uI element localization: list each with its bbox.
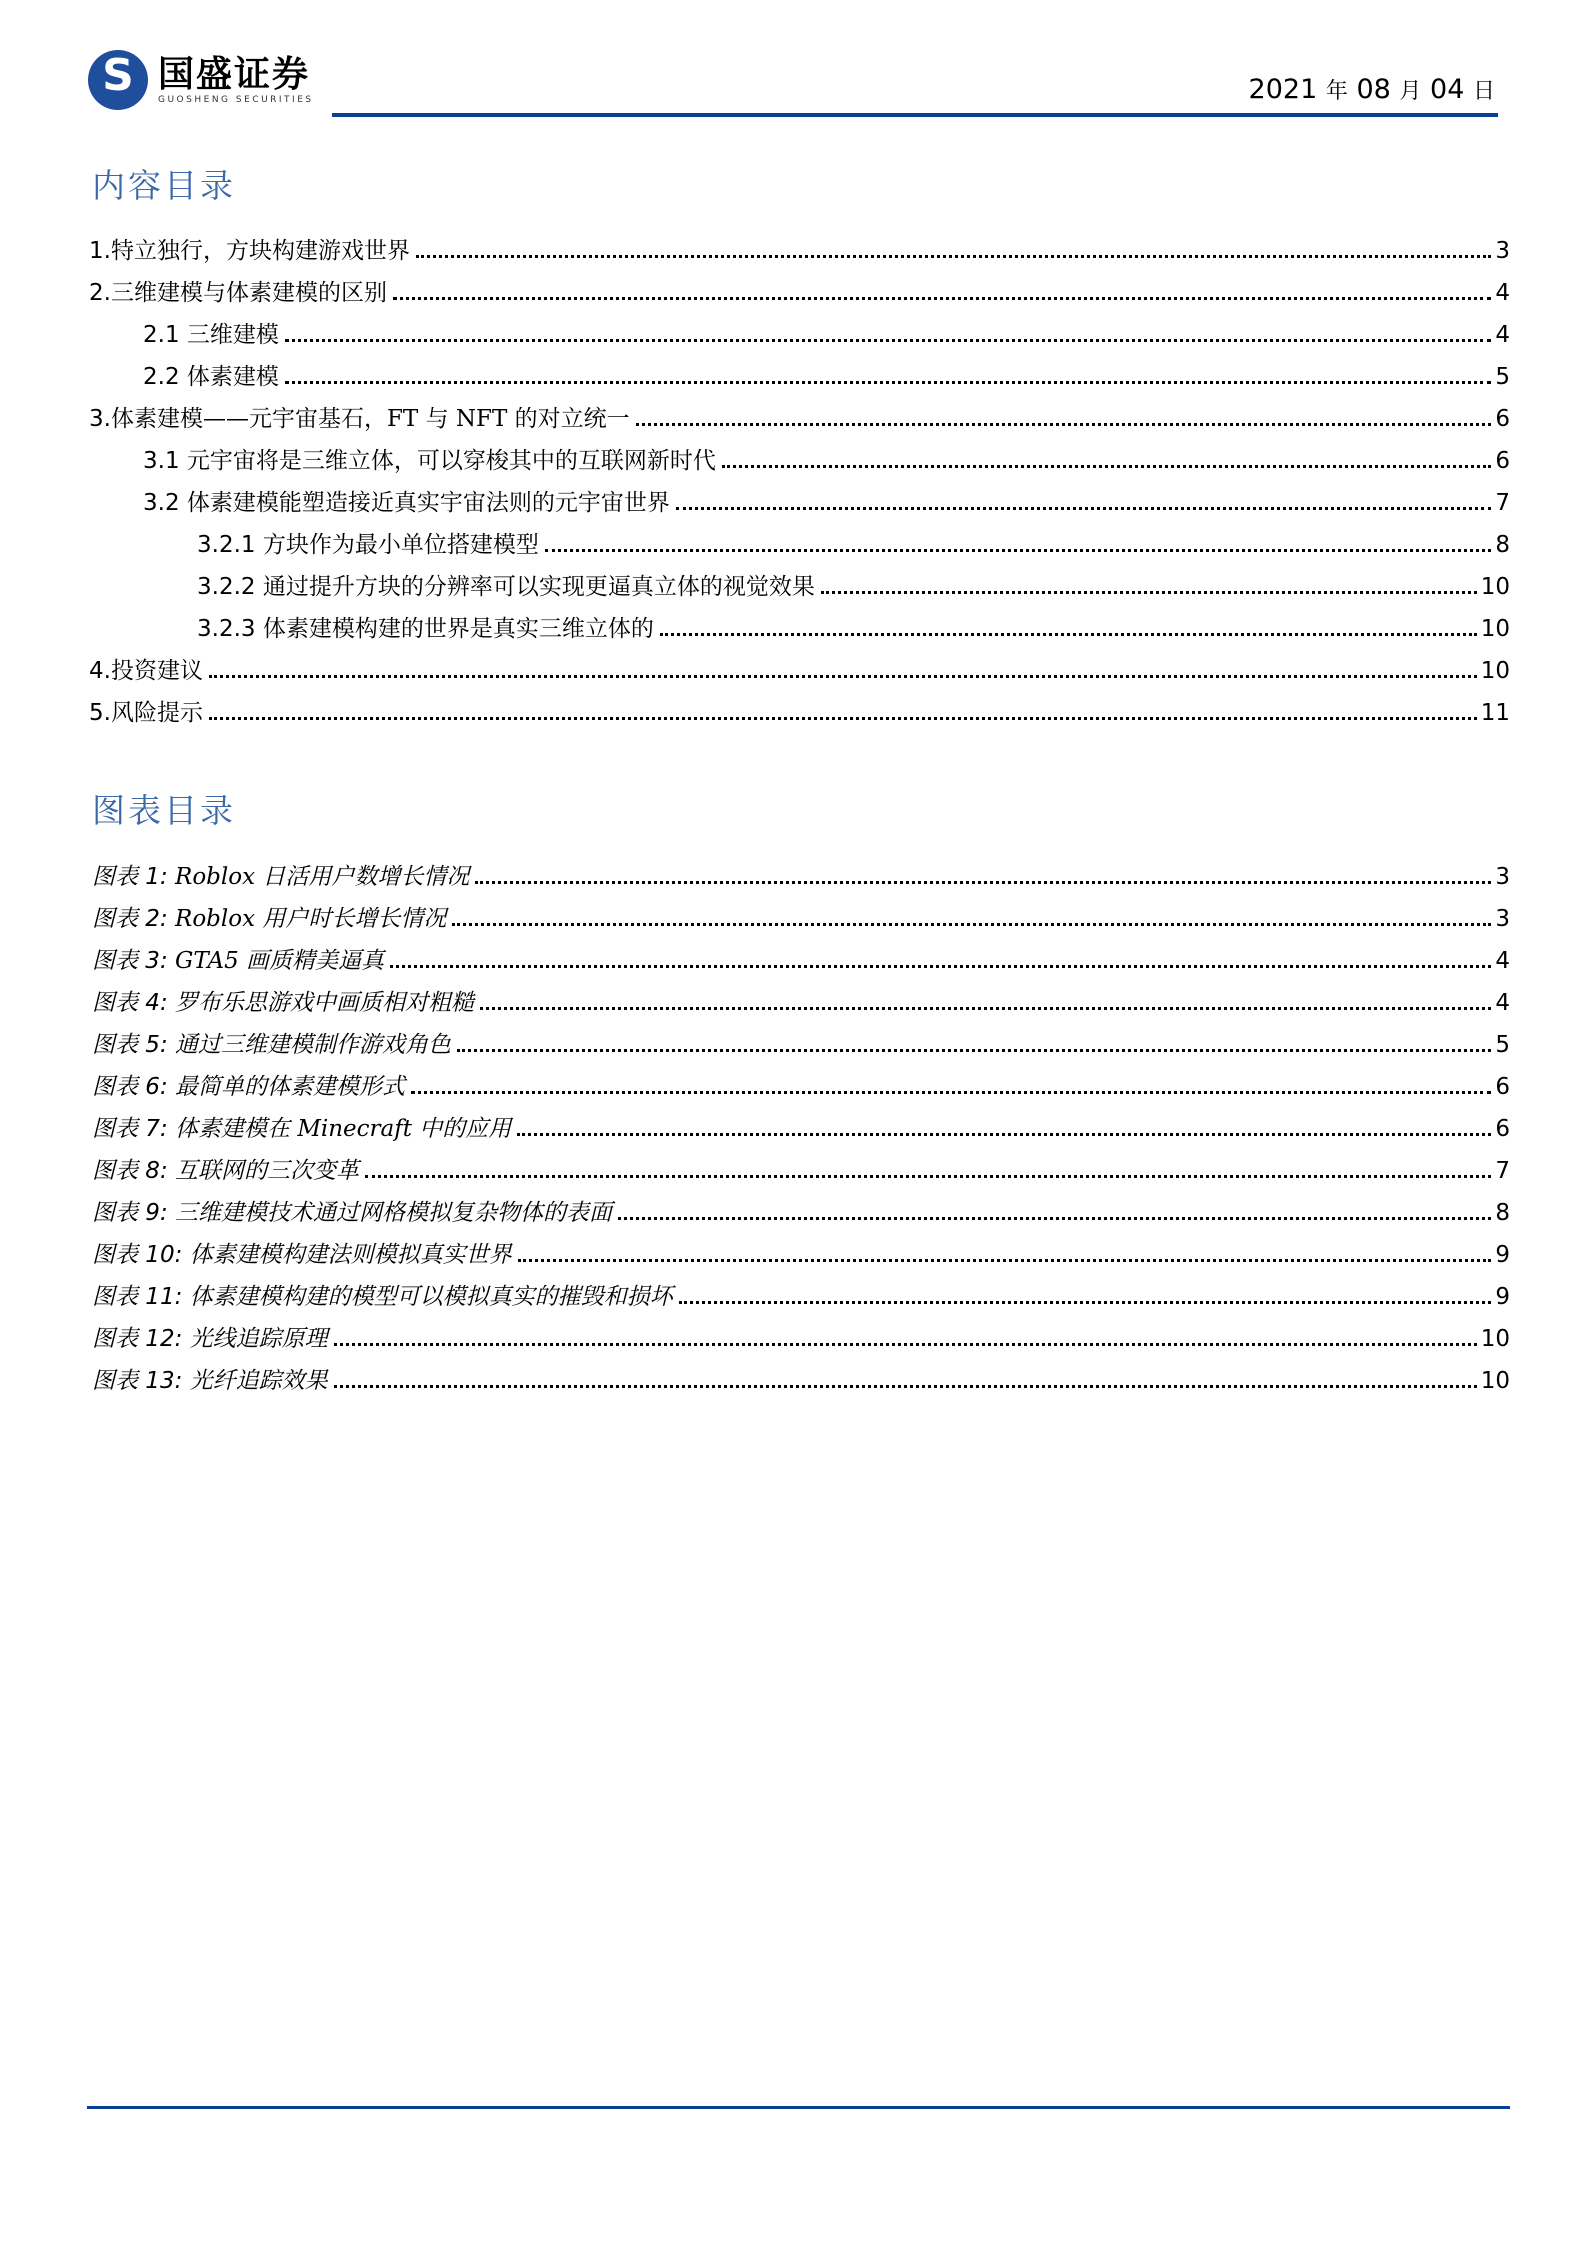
figure-entry[interactable]: [92, 1236, 1510, 1268]
toc-entry-level-2[interactable]: [143, 316, 1510, 348]
entry-text: 风险提示: [110, 700, 203, 726]
entry-title: [92, 1278, 673, 1311]
entry-page: 6: [1495, 406, 1510, 432]
toc-entry-level-1[interactable]: [89, 232, 1510, 264]
entry-text: 通过提升方块的分辨率可以实现更逼真立体的视觉效果: [262, 574, 815, 600]
entry-page: 6: [1495, 448, 1510, 474]
leader-dots: [475, 881, 1491, 884]
entry-number: 2.: [89, 280, 111, 306]
toc-entry-level-1[interactable]: [89, 274, 1510, 306]
entry-page: 5: [1495, 364, 1510, 390]
logo-name-cn: 国盛证券: [158, 54, 311, 95]
report-date: [1249, 74, 1495, 105]
entry-page: 3: [1495, 238, 1510, 264]
entry-text: 体素建模: [186, 364, 279, 390]
leader-dots: [365, 1175, 1491, 1178]
entry-page: 7: [1495, 490, 1510, 516]
entry-text: 体素建模构建法则模拟真实世界: [189, 1242, 512, 1268]
entry-number: 图表 12:: [92, 1326, 190, 1352]
entry-page: 4: [1495, 322, 1510, 348]
entry-number: 3.2.3: [197, 616, 263, 642]
entry-page: 4: [1495, 948, 1510, 974]
leader-dots: [518, 1259, 1492, 1262]
leader-dots: [545, 549, 1492, 552]
entry-text: GTA5 画质精美逼真: [175, 948, 385, 974]
date-day: 04: [1430, 74, 1465, 105]
entry-number: 图表 13:: [92, 1368, 190, 1394]
entry-page: 9: [1495, 1242, 1510, 1268]
entry-number: 3.2.2: [197, 574, 263, 600]
leader-dots: [660, 633, 1477, 636]
figure-entry[interactable]: [92, 1026, 1510, 1058]
entry-number: 2.1: [143, 322, 187, 348]
entry-title: [143, 316, 279, 349]
entry-text: 体素建模能塑造接近真实宇宙法则的元宇宙世界: [186, 490, 670, 516]
toc-title: 内容目录: [92, 166, 236, 205]
entry-page: 9: [1495, 1284, 1510, 1310]
entry-title: [197, 526, 539, 559]
header-divider: [332, 113, 1498, 117]
entry-page: 4: [1495, 990, 1510, 1016]
entry-number: 4.: [89, 658, 111, 684]
entry-title: [92, 858, 469, 891]
entry-title: [143, 358, 279, 391]
guosheng-logo: [88, 50, 314, 110]
entry-title: [92, 1110, 511, 1143]
leader-dots: [722, 465, 1491, 468]
leader-dots: [676, 507, 1491, 510]
leader-dots: [457, 1049, 1491, 1052]
entry-number: 5.: [89, 700, 111, 726]
entry-number: 图表 3:: [92, 948, 176, 974]
leader-dots: [285, 339, 1491, 342]
figure-entry[interactable]: [92, 900, 1510, 932]
entry-page: 5: [1495, 1032, 1510, 1058]
figure-entry[interactable]: [92, 1068, 1510, 1100]
toc-entry-level-1[interactable]: [89, 400, 1510, 432]
entry-title: [92, 1068, 405, 1101]
date-month-unit: 月: [1399, 79, 1422, 104]
entry-text: 三维建模与体素建模的区别: [110, 280, 387, 306]
entry-title: [92, 942, 384, 975]
entry-text: 方块作为最小单位搭建模型: [262, 532, 539, 558]
figure-entry[interactable]: [92, 1320, 1510, 1352]
entry-number: 图表 11:: [92, 1284, 190, 1310]
entry-number: 3.2: [143, 490, 187, 516]
entry-text: Roblox 日活用户数增长情况: [175, 864, 470, 890]
entry-title: [92, 1320, 328, 1353]
entry-page: 10: [1480, 1368, 1510, 1394]
entry-title: [92, 1194, 612, 1227]
leader-dots: [618, 1217, 1491, 1220]
entry-page: 10: [1480, 616, 1510, 642]
entry-number: 2.2: [143, 364, 187, 390]
entry-number: 1.: [89, 238, 111, 264]
entry-number: 图表 1:: [92, 864, 176, 890]
entry-page: 6: [1495, 1074, 1510, 1100]
entry-text: 体素建模在 Minecraft 中的应用: [175, 1116, 512, 1142]
entry-page: 4: [1495, 280, 1510, 306]
entry-text: 元宇宙将是三维立体，可以穿梭其中的互联网新时代: [186, 448, 716, 474]
entry-text: 体素建模——元宇宙基石，FT 与 NFT 的对立统一: [110, 406, 630, 432]
leader-dots: [636, 423, 1492, 426]
figure-entry[interactable]: [92, 942, 1510, 974]
leader-dots: [393, 297, 1491, 300]
toc-entry-level-2[interactable]: [143, 358, 1510, 390]
entry-page: 10: [1480, 1326, 1510, 1352]
entry-title: [92, 1026, 451, 1059]
figure-entry[interactable]: [92, 1194, 1510, 1226]
entry-page: 3: [1495, 864, 1510, 890]
leader-dots: [416, 255, 1491, 258]
entry-title: [92, 1152, 359, 1185]
figure-entry[interactable]: [92, 984, 1510, 1016]
entry-page: 6: [1495, 1116, 1510, 1142]
entry-text: 最简单的体素建模形式: [175, 1074, 406, 1100]
entry-title: [92, 984, 474, 1017]
entry-number: 3.2.1: [197, 532, 263, 558]
leader-dots: [390, 965, 1491, 968]
entry-text: 罗布乐思游戏中画质相对粗糙: [175, 990, 475, 1016]
leader-dots: [679, 1301, 1492, 1304]
entry-number: 3.1: [143, 448, 187, 474]
entry-number: 图表 10:: [92, 1242, 190, 1268]
figure-entry[interactable]: [92, 1278, 1510, 1310]
entry-text: 体素建模构建的世界是真实三维立体的: [262, 616, 654, 642]
entry-number: 图表 8:: [92, 1158, 176, 1184]
entry-number: 图表 7:: [92, 1116, 176, 1142]
figure-list-title: 图表目录: [92, 791, 236, 830]
date-month: 08: [1356, 74, 1391, 105]
entry-number: 图表 2:: [92, 906, 176, 932]
leader-dots: [411, 1091, 1491, 1094]
date-year-unit: 年: [1325, 79, 1348, 104]
figure-entry[interactable]: [92, 1362, 1510, 1394]
entry-text: 光线追踪原理: [189, 1326, 328, 1352]
leader-dots: [452, 923, 1491, 926]
entry-title: [143, 484, 670, 517]
entry-text: 通过三维建模制作游戏角色: [175, 1032, 452, 1058]
figure-entry[interactable]: [92, 1110, 1510, 1142]
entry-title: [92, 900, 446, 933]
entry-title: [92, 1362, 328, 1395]
leader-dots: [334, 1385, 1477, 1388]
entry-title: [89, 232, 410, 265]
toc-entry-level-3[interactable]: [197, 610, 1510, 642]
toc-entry-level-1[interactable]: [89, 652, 1510, 684]
entry-title: [89, 274, 387, 307]
date-year: 2021: [1248, 74, 1318, 105]
entry-title: [89, 694, 203, 727]
entry-text: 体素建模构建的模型可以模拟真实的摧毁和损坏: [189, 1284, 673, 1310]
entry-title: [92, 1236, 512, 1269]
toc-entry-level-3[interactable]: [197, 526, 1510, 558]
entry-text: 光纤追踪效果: [189, 1368, 328, 1394]
entry-title: [89, 652, 203, 685]
entry-title: [89, 400, 630, 433]
leader-dots: [334, 1343, 1477, 1346]
figure-entry[interactable]: [92, 858, 1510, 890]
entry-number: 图表 5:: [92, 1032, 176, 1058]
entry-title: [197, 568, 815, 601]
entry-text: 投资建议: [110, 658, 203, 684]
toc-entry-level-1[interactable]: [89, 694, 1510, 726]
leader-dots: [285, 381, 1491, 384]
entry-text: 特立独行，方块构建游戏世界: [110, 238, 410, 264]
entry-page: 10: [1480, 574, 1510, 600]
entry-text: 三维建模技术通过网格模拟复杂物体的表面: [175, 1200, 613, 1226]
date-day-unit: 日: [1472, 79, 1495, 104]
entry-number: 3.: [89, 406, 111, 432]
toc-entry-level-2[interactable]: [143, 484, 1510, 516]
entry-page: 11: [1480, 700, 1510, 726]
toc-entry-level-2[interactable]: [143, 442, 1510, 474]
leader-dots: [517, 1133, 1491, 1136]
entry-page: 10: [1480, 658, 1510, 684]
entry-number: 图表 6:: [92, 1074, 176, 1100]
entry-number: 图表 9:: [92, 1200, 176, 1226]
footer-divider: [87, 2106, 1510, 2109]
entry-title: [197, 610, 654, 643]
leader-dots: [209, 675, 1477, 678]
entry-text: Roblox 用户时长增长情况: [175, 906, 447, 932]
entry-title: [143, 442, 716, 475]
logo-mark-icon: [88, 50, 148, 110]
logo-name-en: GUOSHENG SECURITIES: [158, 95, 314, 105]
entry-page: 8: [1495, 532, 1510, 558]
entry-text: 三维建模: [186, 322, 279, 348]
leader-dots: [209, 717, 1477, 720]
entry-page: 8: [1495, 1200, 1510, 1226]
leader-dots: [480, 1007, 1491, 1010]
toc-entry-level-3[interactable]: [197, 568, 1510, 600]
entry-number: 图表 4:: [92, 990, 176, 1016]
entry-page: 3: [1495, 906, 1510, 932]
leader-dots: [821, 591, 1477, 594]
figure-entry[interactable]: [92, 1152, 1510, 1184]
entry-page: 7: [1495, 1158, 1510, 1184]
entry-text: 互联网的三次变革: [175, 1158, 360, 1184]
